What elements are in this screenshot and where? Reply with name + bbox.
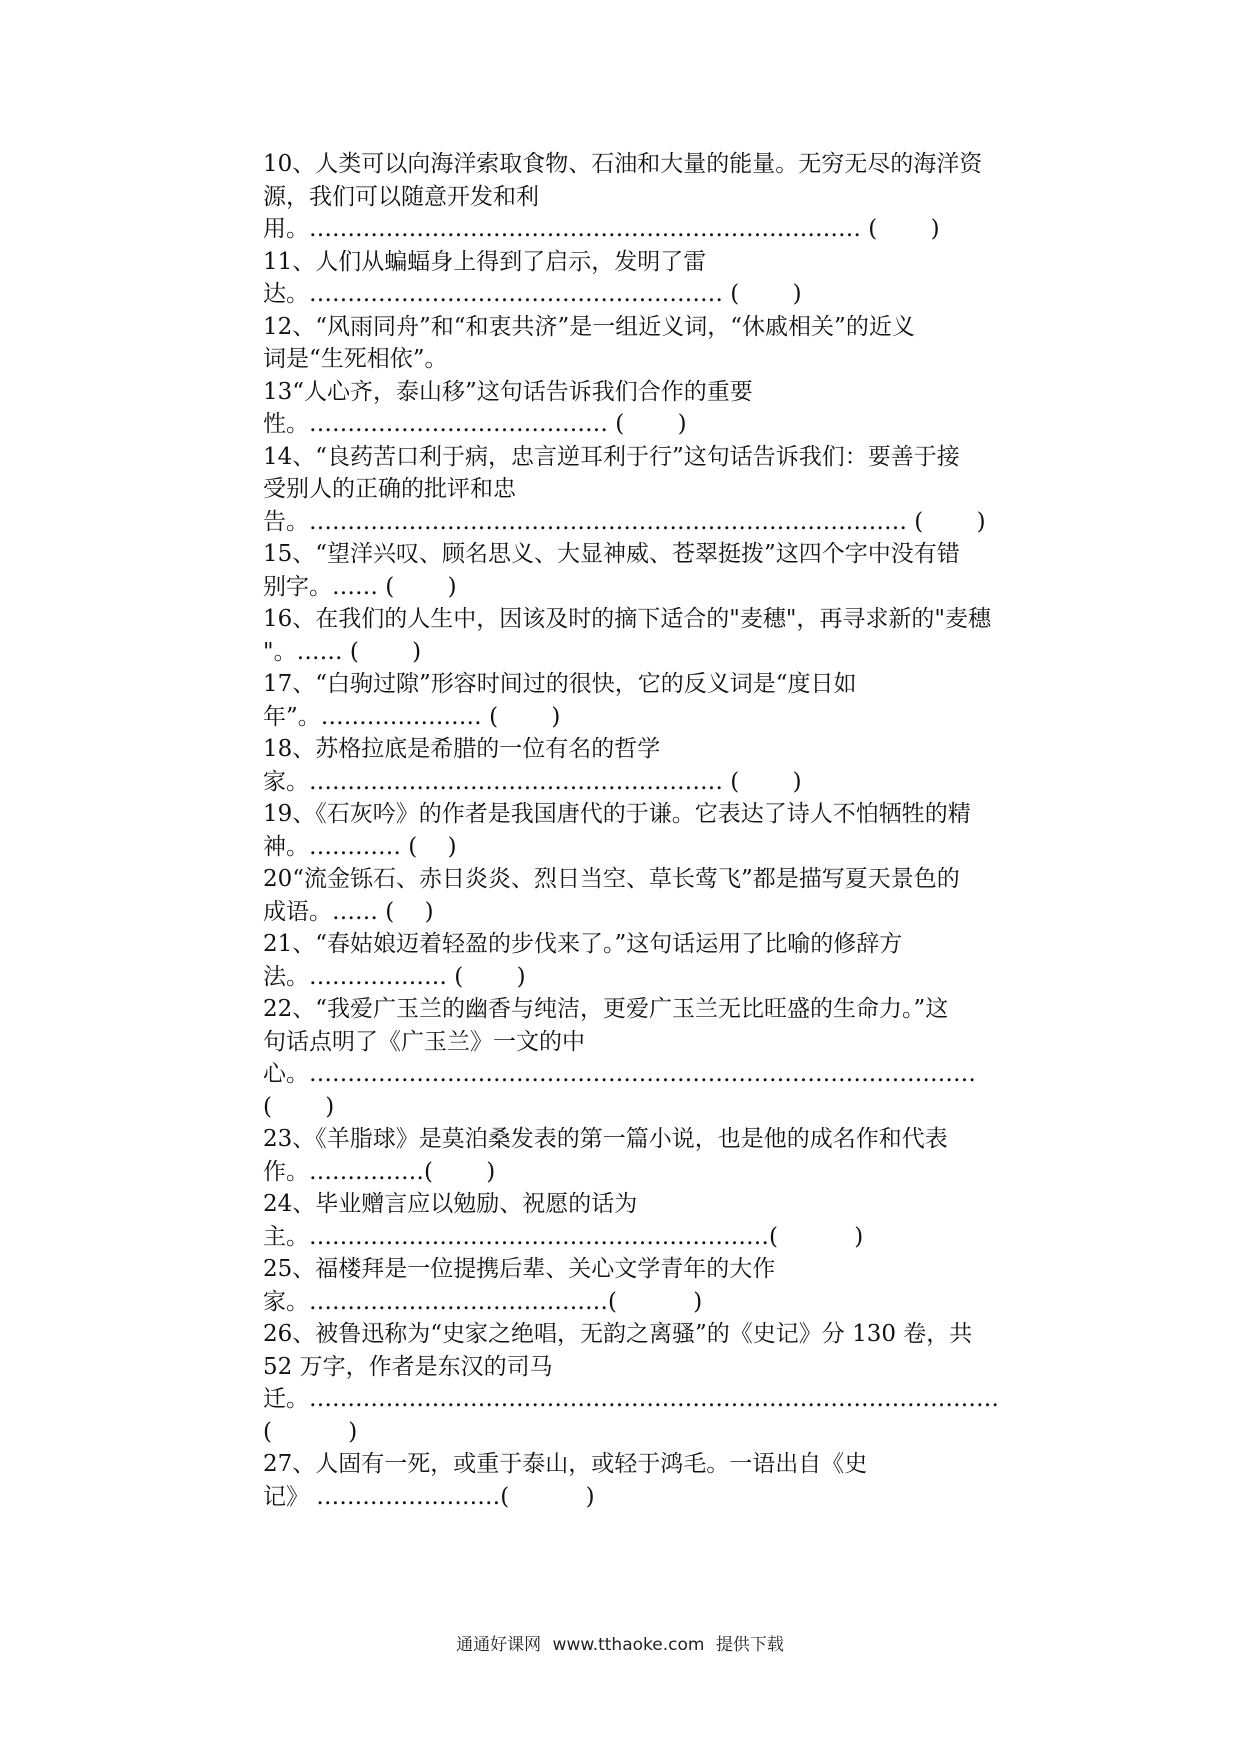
page-footer: 通通好课网 www.tthaoke.com 提供下载: [456, 1635, 784, 1655]
question-item: [263, 928, 1073, 993]
question-line: 22、“我爱广玉兰的幽香与纯洁，更爱广玉兰无比旺盛的生命力。”这: [263, 996, 949, 1022]
question-item: [263, 441, 1073, 539]
question-line: 源，我们可以随意开发和利: [263, 183, 539, 210]
question-item: [263, 798, 1073, 863]
question-list: [263, 148, 1073, 1513]
question-line: 别字。…… ( ): [263, 573, 457, 600]
question-line: 告。…………………………………………………………………… ( ): [263, 508, 986, 535]
question-line: 15、“望洋兴叹、顾名思义、大显神威、苍翠挺拨”这四个字中没有错: [263, 541, 960, 567]
question-line: 迁。………………………………………………………………………………: [263, 1386, 999, 1412]
question-line: 家。……………………………………………… ( ): [263, 768, 802, 795]
question-line: 12、“风雨同舟”和“和衷共济”是一组近义词，“休戚相关”的近义: [263, 313, 915, 340]
question-item: [263, 311, 1073, 376]
question-line: ( ): [263, 1418, 358, 1445]
question-item: [263, 538, 1073, 603]
question-line: 作。……………( ): [263, 1158, 496, 1185]
question-line: 用。……………………………………………………………… ( ): [263, 216, 940, 242]
question-line: 21、“春姑娘迈着轻盈的步伐来了。”这句话运用了比喻的修辞方: [263, 931, 903, 957]
question-line: 24、毕业赠言应以勉励、祝愿的话为: [263, 1191, 638, 1217]
question-line: 性。………………………………… ( ): [263, 411, 687, 437]
question-line: 18、苏格拉底是希腊的一位有名的哲学: [263, 736, 661, 762]
question-line: 13“人心齐，泰山移”这句话告诉我们合作的重要: [263, 378, 753, 405]
question-item: [263, 246, 1073, 311]
question-line: 16、在我们的人生中，因该及时的摘下适合的"麦穗"，再寻求新的"麦穗: [263, 606, 992, 632]
question-line: 神。………… ( ): [263, 833, 457, 860]
question-line: 成语。…… ( ): [263, 898, 434, 925]
question-line: 17、“白驹过隙”形容时间过的很快，它的反义词是“度日如: [263, 671, 857, 697]
question-item: [263, 1318, 1073, 1448]
question-line: 句话点明了《广玉兰》一文的中: [263, 1028, 585, 1055]
question-line: 20“流金铄石、赤日炎炎、烈日当空、草长莺飞”都是描写夏天景色的: [263, 866, 960, 892]
question-line: 记》 ……………………( ): [263, 1483, 595, 1510]
question-item: [263, 148, 1073, 246]
question-item: [263, 733, 1073, 798]
question-line: 27、人固有一死，或重于泰山，或轻于鸿毛。一语出自《史: [263, 1451, 868, 1477]
question-line: 26、被鲁迅称为“史家之绝唱，无韵之离骚”的《史记》分 130 卷，共: [263, 1321, 973, 1347]
question-line: 主。……………………………………………………( ): [263, 1223, 864, 1250]
question-line: 10、人类可以向海洋索取食物、石油和大量的能量。无穷无尽的海洋资: [263, 151, 983, 177]
question-line: 23、《羊脂球》是莫泊桑发表的第一篇小说，也是他的成名作和代表: [263, 1126, 948, 1152]
question-line: 11、人们从蝙蝠身上得到了启示，发明了雷: [263, 248, 707, 275]
question-line: 心。……………………………………………………………………………: [263, 1061, 976, 1087]
question-line: ( ): [263, 1093, 335, 1120]
question-item: [263, 863, 1073, 928]
question-line: 年”。………………… ( ): [263, 703, 561, 730]
question-line: 家。…………………………………( ): [263, 1288, 703, 1315]
question-item: [263, 1188, 1073, 1253]
question-item: [263, 376, 1073, 441]
question-item: [263, 1123, 1073, 1188]
question-line: 词是“生死相依”。: [263, 346, 448, 372]
question-item: [263, 1448, 1073, 1513]
question-item: [263, 993, 1073, 1123]
question-item: [263, 1253, 1073, 1318]
question-line: 达。……………………………………………… ( ): [263, 281, 802, 307]
question-line: "。…… ( ): [263, 638, 422, 665]
question-line: 25、福楼拜是一位提携后辈、关心文学青年的大作: [263, 1256, 776, 1282]
question-line: 19、《石灰吟》的作者是我国唐代的于谦。它表达了诗人不怕牺牲的精: [263, 801, 971, 827]
question-line: 52 万字，作者是东汉的司马: [263, 1353, 553, 1380]
question-line: 法。……………… ( ): [263, 963, 526, 990]
question-line: 受别人的正确的批评和忠: [263, 476, 516, 502]
question-item: [263, 668, 1073, 733]
question-item: [263, 603, 1073, 668]
question-line: 14、“良药苦口利于病，忠言逆耳利于行”这句话告诉我们：要善于接: [263, 443, 960, 470]
